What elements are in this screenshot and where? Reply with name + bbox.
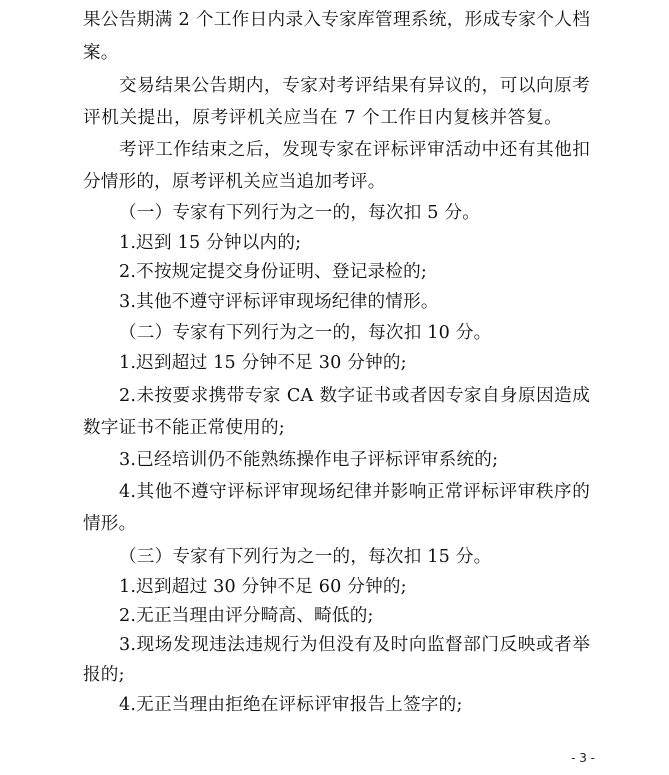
- text-line-17: 情形。: [83, 514, 137, 534]
- text-line-2: 案。: [83, 43, 119, 63]
- text-line-10: 3.其他不遵守评标评审现场纪律的情形。: [119, 292, 439, 312]
- text-line-8: 1.迟到 15 分钟以内的;: [119, 233, 302, 253]
- text-line-18: （三）专家有下列行为之一的，每次扣 15 分。: [119, 547, 492, 567]
- text-line-4: 评机关提出，原考评机关应当在 7 个工作日内复核并答复。: [83, 108, 562, 128]
- text-line-20: 2.无正当理由评分畸高、畸低的;: [119, 606, 374, 626]
- text-line-11: （二）专家有下列行为之一的，每次扣 10 分。: [119, 323, 492, 343]
- text-line-12: 1.迟到超过 15 分钟不足 30 分钟的;: [119, 353, 407, 373]
- text-line-19: 1.迟到超过 30 分钟不足 60 分钟的;: [119, 577, 407, 597]
- text-line-22: 报的;: [83, 665, 125, 685]
- text-line-15: 3.已经培训仍不能熟练操作电子评标评审系统的;: [119, 450, 499, 470]
- text-line-13: 2.未按要求携带专家 CA 数字证书或者因专家自身原因造成: [119, 386, 590, 406]
- text-line-1: 果公告期满 2 个工作日内录入专家库管理系统，形成专家个人档: [83, 10, 590, 30]
- text-line-21: 3.现场发现违法违规行为但没有及时向监督部门反映或者举: [119, 635, 590, 655]
- text-line-7: （一）专家有下列行为之一的，每次扣 5 分。: [119, 203, 481, 223]
- page-number: - 3 -: [571, 751, 595, 765]
- text-line-9: 2.不按规定提交身份证明、登记录检的;: [119, 262, 428, 282]
- text-line-6: 分情形的，原考评机关应当追加考评。: [83, 172, 386, 192]
- text-line-16: 4.其他不遵守评标评审现场纪律并影响正常评标评审秩序的: [119, 482, 590, 502]
- text-line-23: 4.无正当理由拒绝在评标评审报告上签字的;: [119, 695, 463, 715]
- text-line-14: 数字证书不能正常使用的;: [83, 418, 285, 438]
- text-line-3: 交易结果公告期内，专家对考评结果有异议的，可以向原考: [119, 76, 590, 96]
- text-line-5: 考评工作结束之后，发现专家在评标评审活动中还有其他扣: [119, 140, 590, 160]
